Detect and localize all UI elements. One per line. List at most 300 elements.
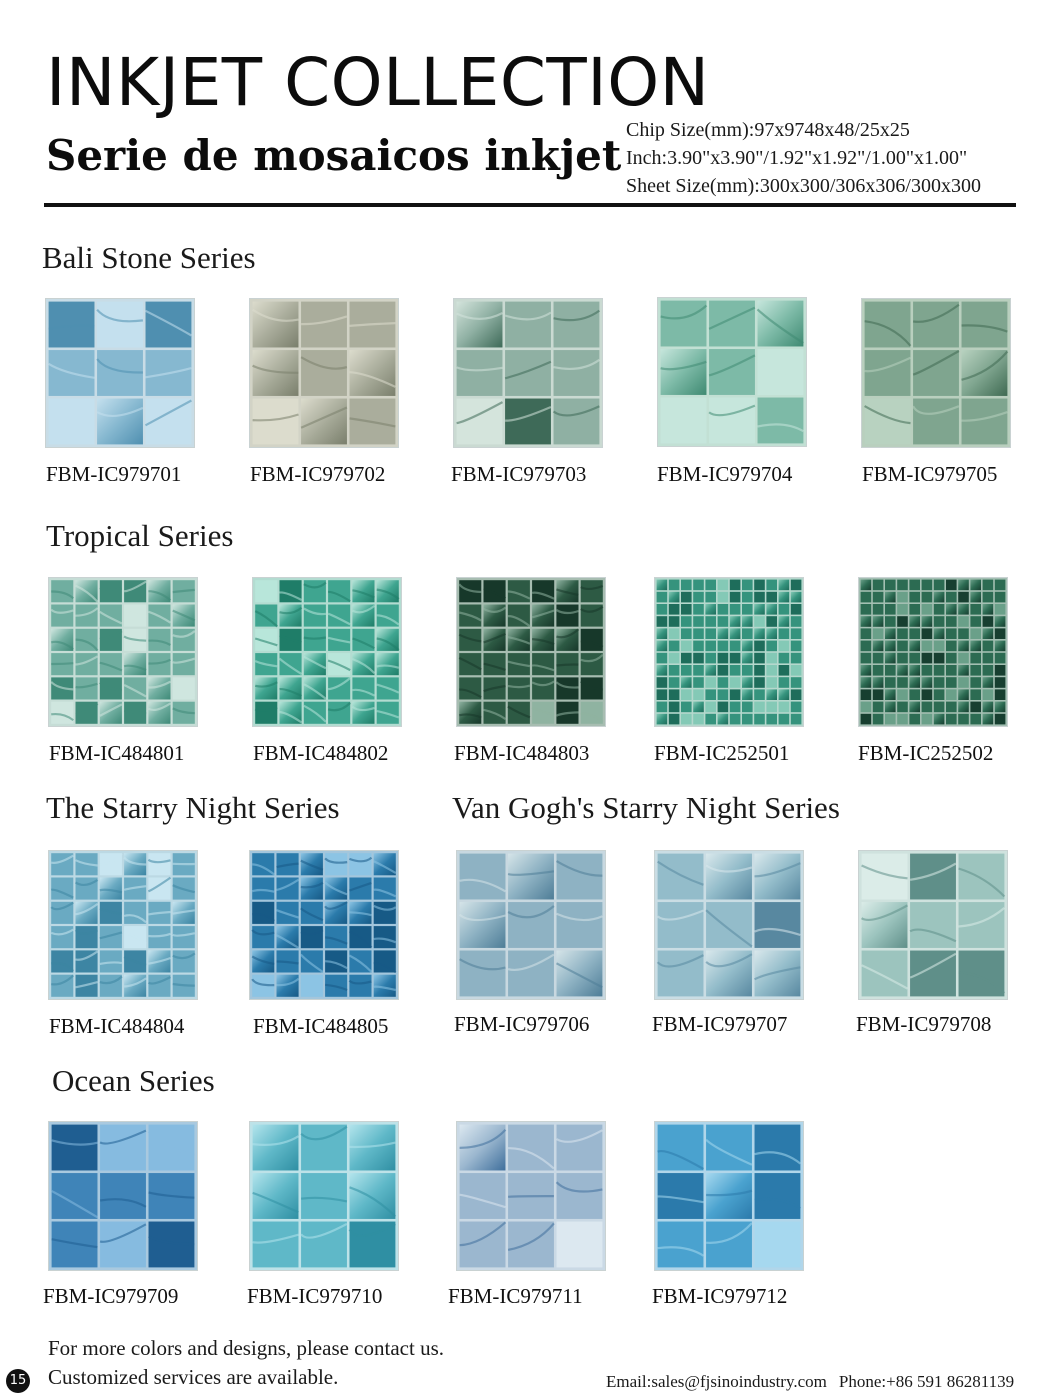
mosaic-chip	[706, 854, 752, 900]
mosaic-chip	[705, 677, 716, 688]
mosaic-chip	[970, 677, 981, 688]
mosaic-chip	[754, 616, 765, 627]
mosaic-chip	[669, 702, 680, 713]
mosaic-chip	[754, 641, 765, 652]
mosaic-chip	[755, 1222, 801, 1268]
mosaic-chip	[742, 665, 753, 676]
mosaic-chip	[983, 592, 994, 603]
mosaic-chip	[705, 641, 716, 652]
mosaic-chip	[934, 641, 945, 652]
mosaic-chip	[983, 653, 994, 664]
mosaic-chip	[681, 677, 692, 688]
mosaic-chip	[983, 616, 994, 627]
mosaic-chip	[508, 1222, 554, 1268]
mosaic-chip	[554, 350, 600, 396]
mosaic-chip	[730, 714, 741, 725]
mosaic-chip	[946, 665, 957, 676]
mosaic-chip	[374, 926, 396, 948]
mosaic-chip	[766, 641, 777, 652]
mosaic-chip	[885, 677, 896, 688]
mosaic-chip	[970, 702, 981, 713]
tile-swatch	[453, 298, 603, 448]
spec-block	[626, 116, 981, 200]
mosaic-chip	[862, 951, 908, 997]
mosaic-chip	[873, 604, 884, 615]
mosaic-chip	[983, 580, 994, 591]
mosaic-chip	[742, 592, 753, 603]
mosaic-chip	[983, 677, 994, 688]
tile-swatch	[654, 577, 804, 727]
mosaic-chip	[946, 580, 957, 591]
mosaic-chip	[779, 592, 790, 603]
mosaic-chip	[909, 592, 920, 603]
mosaic-chip	[661, 349, 707, 395]
mosaic-chip	[791, 665, 802, 676]
mosaic-chip	[861, 702, 872, 713]
mosaic-chip	[51, 702, 73, 724]
mosaic-chip	[861, 641, 872, 652]
mosaic-chip	[350, 1173, 396, 1219]
mosaic-chip	[657, 677, 668, 688]
mosaic-chip	[693, 653, 704, 664]
mosaic-chip	[934, 653, 945, 664]
mosaic-chip	[909, 616, 920, 627]
mosaic-chip	[658, 1222, 704, 1268]
mosaic-chip	[958, 702, 969, 713]
mosaic-chip	[922, 641, 933, 652]
mosaic-chip	[557, 1173, 603, 1219]
mosaic-pattern	[655, 1122, 803, 1270]
mosaic-chip	[922, 580, 933, 591]
mosaic-chip	[897, 592, 908, 603]
mosaic-chip	[995, 616, 1006, 627]
mosaic-chip	[252, 902, 274, 924]
mosaic-chip	[873, 641, 884, 652]
mosaic-chip	[693, 677, 704, 688]
mosaic-chip	[922, 665, 933, 676]
mosaic-chip	[352, 677, 374, 699]
mosaic-chip	[970, 580, 981, 591]
mosaic-chip	[791, 653, 802, 664]
mosaic-chip	[705, 689, 716, 700]
mosaic-chip	[253, 1222, 299, 1268]
mosaic-chip	[661, 301, 707, 347]
mosaic-chip	[255, 677, 277, 699]
footer-line-contact: For more colors and designs, please contact us.	[48, 1336, 444, 1360]
mosaic-chip	[766, 628, 777, 639]
mosaic-chip	[755, 1173, 801, 1219]
mosaic-chip	[669, 616, 680, 627]
mosaic-chip	[51, 605, 73, 627]
mosaic-chip	[946, 592, 957, 603]
mosaic-chip	[325, 878, 347, 900]
mosaic-chip	[970, 641, 981, 652]
chip-vein	[304, 638, 326, 639]
mosaic-chip	[897, 641, 908, 652]
mosaic-chip	[301, 399, 347, 445]
mosaic-chip	[959, 854, 1005, 900]
mosaic-chip	[681, 714, 692, 725]
mosaic-chip	[779, 616, 790, 627]
mosaic-chip	[173, 653, 195, 675]
mosaic-chip	[669, 628, 680, 639]
mosaic-chip	[657, 641, 668, 652]
mosaic-chip	[301, 902, 323, 924]
mosaic-chip	[885, 616, 896, 627]
mosaic-chip	[557, 1125, 603, 1171]
mosaic-chip	[124, 653, 146, 675]
mosaic-chip	[873, 677, 884, 688]
mosaic-chip	[995, 702, 1006, 713]
mosaic-chip	[730, 665, 741, 676]
mosaic-chip	[301, 926, 323, 948]
mosaic-chip	[693, 641, 704, 652]
mosaic-chip	[934, 665, 945, 676]
mosaic-chip	[730, 628, 741, 639]
mosaic-chip	[934, 702, 945, 713]
mosaic-chip	[970, 689, 981, 700]
mosaic-chip	[681, 616, 692, 627]
mosaic-chip	[742, 580, 753, 591]
mosaic-chip	[934, 689, 945, 700]
mosaic-chip	[970, 628, 981, 639]
mosaic-chip	[693, 604, 704, 615]
product-code: FBM-IC484803	[454, 741, 590, 765]
mosaic-chip	[754, 677, 765, 688]
mosaic-chip	[730, 653, 741, 664]
mosaic-chip	[934, 714, 945, 725]
mosaic-chip	[885, 628, 896, 639]
mosaic-chip	[922, 628, 933, 639]
mosaic-chip	[958, 689, 969, 700]
mosaic-chip	[766, 702, 777, 713]
mosaic-chip	[669, 653, 680, 664]
mosaic-chip	[705, 628, 716, 639]
mosaic-chip	[658, 854, 704, 900]
mosaic-pattern	[253, 578, 401, 726]
mosaic-chip	[718, 702, 729, 713]
mosaic-chip	[681, 628, 692, 639]
mosaic-chip	[730, 702, 741, 713]
mosaic-chip	[754, 702, 765, 713]
mosaic-chip	[693, 689, 704, 700]
product-code: FBM-IC484802	[253, 741, 389, 765]
mosaic-chip	[873, 616, 884, 627]
footer-note	[48, 1334, 444, 1392]
mosaic-chip	[255, 580, 277, 602]
mosaic-chip	[885, 665, 896, 676]
mosaic-chip	[742, 604, 753, 615]
mosaic-chip	[754, 689, 765, 700]
mosaic-chip	[718, 628, 729, 639]
mosaic-chip	[457, 302, 503, 348]
mosaic-chip	[718, 665, 729, 676]
mosaic-chip	[909, 714, 920, 725]
mosaic-chip	[705, 616, 716, 627]
mosaic-chip	[766, 616, 777, 627]
mosaic-chip	[995, 714, 1006, 725]
mosaic-chip	[754, 604, 765, 615]
mosaic-chip	[995, 580, 1006, 591]
mosaic-chip	[885, 689, 896, 700]
product-code: FBM-IC252502	[858, 741, 994, 765]
mosaic-chip	[100, 1125, 146, 1171]
mosaic-chip	[766, 592, 777, 603]
mosaic-chip	[897, 628, 908, 639]
mosaic-chip	[897, 702, 908, 713]
mosaic-pattern	[250, 299, 398, 447]
mosaic-chip	[779, 702, 790, 713]
mosaic-pattern	[859, 578, 1007, 726]
mosaic-chip	[873, 628, 884, 639]
mosaic-chip	[983, 641, 994, 652]
mosaic-chip	[865, 302, 911, 348]
product-code: FBM-IC979702	[250, 462, 386, 486]
mosaic-chip	[995, 689, 1006, 700]
mosaic-chip	[946, 653, 957, 664]
mosaic-chip	[909, 665, 920, 676]
mosaic-chip	[681, 580, 692, 591]
spec-sheet-size: Sheet Size(mm):300x300/306x306/300x300	[626, 175, 981, 197]
mosaic-chip	[657, 702, 668, 713]
mosaic-pattern	[862, 299, 1010, 447]
mosaic-chip	[349, 975, 371, 997]
mosaic-chip	[304, 605, 326, 627]
mosaic-chip	[705, 702, 716, 713]
mosaic-chip	[325, 853, 347, 875]
mosaic-chip	[681, 653, 692, 664]
mosaic-chip	[909, 641, 920, 652]
mosaic-chip	[460, 951, 506, 997]
mosaic-chip	[484, 629, 506, 651]
mosaic-chip	[657, 616, 668, 627]
mosaic-chip	[100, 878, 122, 900]
mosaic-chip	[718, 714, 729, 725]
mosaic-chip	[897, 653, 908, 664]
product-code: FBM-IC979711	[448, 1284, 583, 1308]
mosaic-chip	[173, 950, 195, 972]
mosaic-chip	[484, 580, 506, 602]
mosaic-chip	[505, 399, 551, 445]
mosaic-chip	[791, 689, 802, 700]
mosaic-chip	[970, 616, 981, 627]
mosaic-chip	[970, 592, 981, 603]
mosaic-chip	[76, 926, 98, 948]
mosaic-chip	[983, 714, 994, 725]
mosaic-chip	[995, 677, 1006, 688]
mosaic-chip	[718, 653, 729, 664]
mosaic-chip	[958, 677, 969, 688]
mosaic-chip	[958, 653, 969, 664]
mosaic-chip	[861, 592, 872, 603]
mosaic-chip	[681, 604, 692, 615]
tile-swatch	[48, 1121, 198, 1271]
mosaic-chip	[657, 580, 668, 591]
mosaic-chip	[657, 592, 668, 603]
mosaic-chip	[709, 349, 755, 395]
product-code: FBM-IC979710	[247, 1284, 383, 1308]
spec-inch: Inch:3.90"x3.90"/1.92"x1.92"/1.00"x1.00"	[626, 147, 968, 169]
series-heading-ocean: Ocean Series	[52, 1063, 215, 1098]
mosaic-chip	[669, 580, 680, 591]
mosaic-chip	[705, 653, 716, 664]
tile-swatch	[654, 850, 804, 1000]
mosaic-chip	[910, 902, 956, 948]
mosaic-chip	[173, 629, 195, 651]
mosaic-chip	[742, 616, 753, 627]
mosaic-chip	[681, 592, 692, 603]
mosaic-chip	[304, 580, 326, 602]
mosaic-chip	[457, 350, 503, 396]
spec-chip-size: Chip Size(mm):97x9748x48/25x25	[626, 119, 910, 141]
mosaic-chip	[922, 604, 933, 615]
mosaic-chip	[861, 653, 872, 664]
mosaic-pattern	[457, 851, 605, 999]
mosaic-chip	[791, 616, 802, 627]
mosaic-chip	[910, 854, 956, 900]
mosaic-chip	[669, 714, 680, 725]
tile-swatch	[48, 577, 198, 727]
tile-swatch	[252, 577, 402, 727]
mosaic-chip	[766, 580, 777, 591]
mosaic-chip	[958, 604, 969, 615]
mosaic-chip	[766, 665, 777, 676]
chip-vein	[51, 663, 73, 664]
mosaic-chip	[970, 714, 981, 725]
mosaic-pattern	[250, 851, 398, 999]
mosaic-chip	[791, 702, 802, 713]
mosaic-chip	[742, 628, 753, 639]
mosaic-chip	[995, 628, 1006, 639]
mosaic-chip	[766, 689, 777, 700]
mosaic-chip	[557, 951, 603, 997]
mosaic-chip	[252, 878, 274, 900]
mosaic-chip	[709, 398, 755, 444]
mosaic-chip	[779, 653, 790, 664]
mosaic-chip	[861, 689, 872, 700]
mosaic-chip	[681, 702, 692, 713]
mosaic-chip	[49, 302, 95, 348]
mosaic-chip	[791, 714, 802, 725]
mosaic-chip	[791, 628, 802, 639]
mosaic-chip	[669, 689, 680, 700]
mosaic-chip	[705, 580, 716, 591]
mosaic-chip	[995, 653, 1006, 664]
mosaic-chip	[669, 641, 680, 652]
mosaic-chip	[995, 604, 1006, 615]
product-code: FBM-IC979708	[856, 1012, 992, 1036]
mosaic-chip	[913, 399, 959, 445]
header-divider	[44, 203, 1016, 207]
mosaic-chip	[970, 604, 981, 615]
mosaic-chip	[755, 902, 801, 948]
mosaic-chip	[922, 653, 933, 664]
mosaic-chip	[873, 665, 884, 676]
mosaic-chip	[669, 604, 680, 615]
mosaic-chip	[885, 592, 896, 603]
mosaic-chip	[885, 714, 896, 725]
mosaic-chip	[508, 854, 554, 900]
mosaic-chip	[873, 689, 884, 700]
mosaic-chip	[983, 604, 994, 615]
mosaic-chip	[505, 350, 551, 396]
mosaic-chip	[377, 653, 399, 675]
product-code: FBM-IC979706	[454, 1012, 590, 1036]
mosaic-chip	[718, 592, 729, 603]
mosaic-chip	[352, 702, 374, 724]
mosaic-chip	[897, 580, 908, 591]
mosaic-chip	[958, 628, 969, 639]
mosaic-chip	[779, 714, 790, 725]
tile-swatch	[48, 850, 198, 1000]
mosaic-chip	[873, 592, 884, 603]
mosaic-chip	[791, 592, 802, 603]
mosaic-chip	[873, 653, 884, 664]
mosaic-chip	[556, 605, 578, 627]
mosaic-chip	[865, 350, 911, 396]
mosaic-chip	[754, 580, 765, 591]
mosaic-chip	[681, 665, 692, 676]
page-subtitle: Serie de mosaicos inkjet	[46, 131, 622, 180]
mosaic-chip	[861, 677, 872, 688]
mosaic-chip	[693, 592, 704, 603]
mosaic-chip	[460, 902, 506, 948]
mosaic-chip	[742, 714, 753, 725]
mosaic-chip	[779, 580, 790, 591]
mosaic-chip	[885, 702, 896, 713]
mosaic-chip	[718, 641, 729, 652]
product-code: FBM-IC252501	[654, 741, 790, 765]
mosaic-chip	[946, 702, 957, 713]
product-code: FBM-IC979701	[46, 462, 182, 486]
mosaic-chip	[754, 714, 765, 725]
mosaic-chip	[766, 677, 777, 688]
mosaic-chip	[861, 714, 872, 725]
mosaic-chip	[374, 878, 396, 900]
product-code: FBM-IC484804	[49, 1014, 185, 1038]
mosaic-pattern	[655, 578, 803, 726]
mosaic-chip	[730, 689, 741, 700]
mosaic-chip	[657, 628, 668, 639]
mosaic-chip	[100, 1173, 146, 1219]
mosaic-chip	[754, 628, 765, 639]
mosaic-chip	[885, 653, 896, 664]
mosaic-chip	[76, 677, 98, 699]
mosaic-chip	[532, 653, 554, 675]
mosaic-pattern	[49, 1122, 197, 1270]
mosaic-chip	[922, 616, 933, 627]
mosaic-chip	[669, 665, 680, 676]
mosaic-chip	[958, 580, 969, 591]
mosaic-pattern	[46, 299, 194, 447]
mosaic-chip	[252, 926, 274, 948]
mosaic-chip	[709, 301, 755, 347]
mosaic-chip	[873, 702, 884, 713]
mosaic-pattern	[457, 578, 605, 726]
tile-swatch	[456, 850, 606, 1000]
mosaic-chip	[791, 677, 802, 688]
mosaic-chip	[304, 653, 326, 675]
mosaic-chip	[909, 677, 920, 688]
mosaic-chip	[970, 665, 981, 676]
mosaic-chip	[505, 302, 551, 348]
contact-phone: Phone:+86 591 86281139	[838, 1372, 1015, 1391]
chip-vein	[556, 664, 578, 665]
mosaic-chip	[508, 902, 554, 948]
mosaic-chip	[897, 689, 908, 700]
mosaic-chip	[861, 616, 872, 627]
mosaic-chip	[693, 628, 704, 639]
